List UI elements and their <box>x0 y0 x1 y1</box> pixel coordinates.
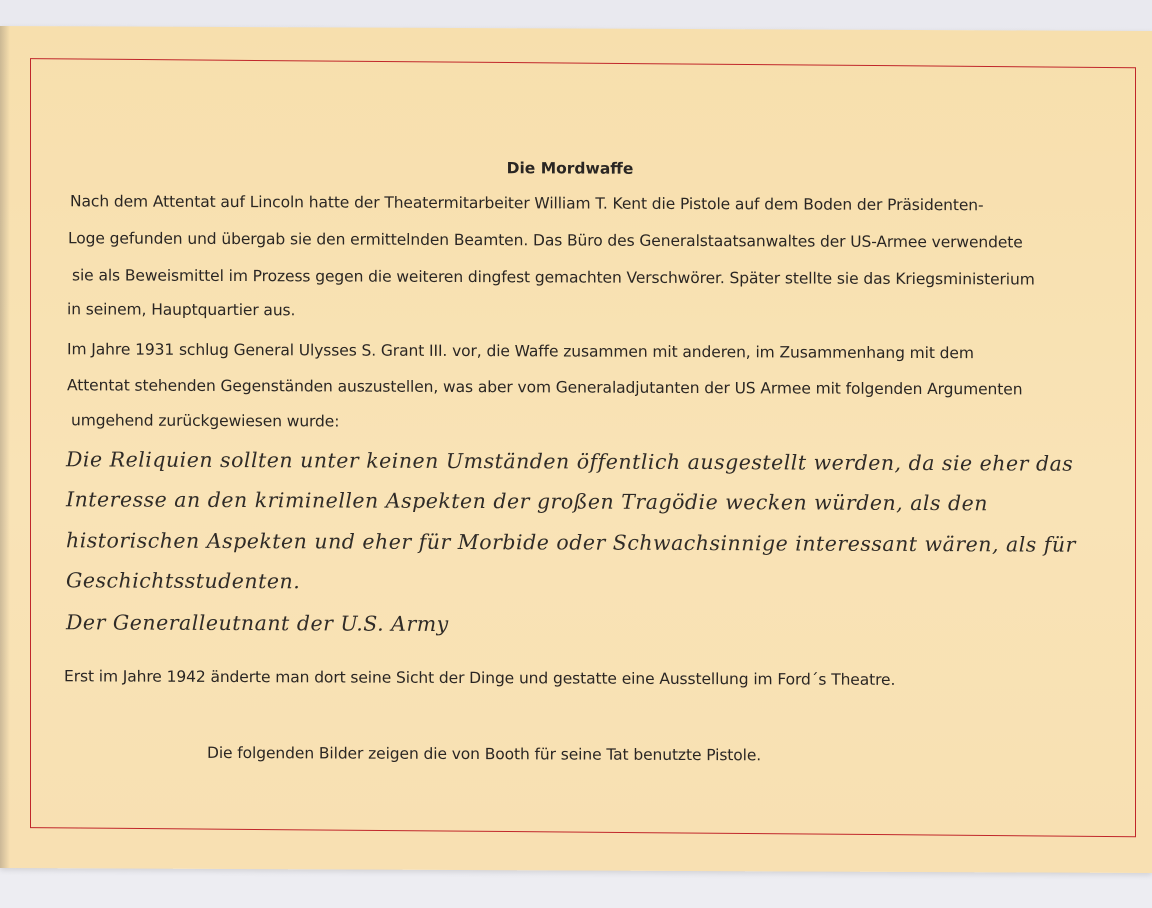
paragraph1-line2: Loge gefunden und übergab sie den ermittelnden Beamten. Das Büro des Generalstaatsanwaltes der US-Armee verwendete <box>68 229 1023 252</box>
quote-line3: historischen Aspekten und eher für Morbide oder Schwachsinnige interessant wären, als für <box>66 528 1076 557</box>
document-title: Die Mordwaffe <box>506 159 634 178</box>
document-page <box>0 26 1152 873</box>
page-edge-shadow <box>0 26 10 868</box>
quote-signature: Der Generalleutnant der U.S. Army <box>66 610 449 636</box>
quote-line2: Interesse an den kriminellen Aspekten der großen Tragödie wecken würden, als den <box>66 487 988 516</box>
paragraph1-line3: sie als Beweismittel im Prozess gegen die weiteren dingfest gemachten Verschwörer. Später stellte sie das Kriegsministerium <box>72 266 1035 289</box>
quote-line4: Geschichtsstudenten. <box>66 568 301 594</box>
paragraph2-line3: umgehend zurückgewiesen wurde: <box>71 411 340 431</box>
paragraph1-line1: Nach dem Attentat auf Lincoln hatte der Theatermitarbeiter William T. Kent die Pistole auf dem Boden der Präsidenten- <box>70 192 984 215</box>
paragraph3: Erst im Jahre 1942 änderte man dort seine Sicht der Dinge und gestatte eine Ausstellung im Ford´s Theatre. <box>64 667 896 689</box>
paragraph1-line4: in seinem, Hauptquartier aus. <box>67 300 296 320</box>
paragraph2-line1: Im Jahre 1931 schlug General Ulysses S. Grant III. vor, die Waffe zusammen mit anderen, im Zusammenhang mit dem <box>67 340 974 363</box>
paragraph4: Die folgenden Bilder zeigen die von Booth für seine Tat benutzte Pistole. <box>207 743 762 765</box>
quote-line1: Die Reliquien sollten unter keinen Umständen öffentlich ausgestellt werden, da sie eher das <box>66 447 1074 476</box>
paragraph2-line2: Attentat stehenden Gegenständen auszustellen, was aber vom Generaladjutanten der US Armee mit folgenden Argumenten <box>67 376 1023 399</box>
